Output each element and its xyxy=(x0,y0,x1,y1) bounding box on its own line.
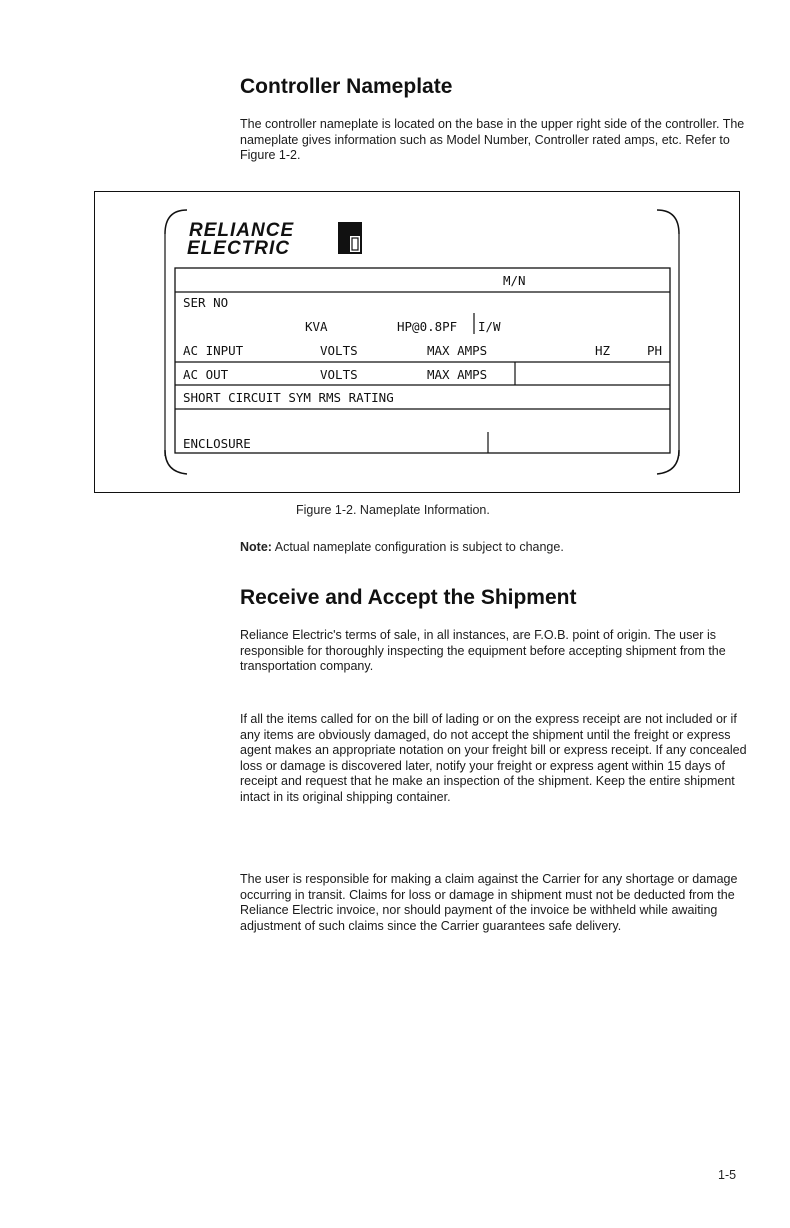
reliance-logo-icon xyxy=(338,222,362,254)
enclosure-label: ENCLOSURE xyxy=(183,436,251,451)
kva-label: KVA xyxy=(305,319,328,334)
brand-line2: ELECTRIC xyxy=(187,238,290,259)
brand-line1: RELIANCE xyxy=(189,220,295,241)
section-heading-receive-shipment: Receive and Accept the Shipment xyxy=(240,586,577,609)
volts-out-label: VOLTS xyxy=(320,367,358,382)
note xyxy=(240,540,564,554)
volts-in-label: VOLTS xyxy=(320,343,358,358)
nameplate-drawing xyxy=(95,192,741,494)
note-label: Note: xyxy=(240,540,272,554)
figure-caption: Figure 1-2. Nameplate Information. xyxy=(296,503,490,517)
note-text: Actual nameplate configuration is subject to change. xyxy=(271,540,564,554)
page-number: 1-5 xyxy=(718,1168,737,1182)
ph-label: PH xyxy=(647,343,663,358)
nameplate-figure xyxy=(94,191,740,493)
iw-label: I/W xyxy=(478,319,501,334)
max-amps-in-label: MAX AMPS xyxy=(427,343,488,358)
max-amps-out-label: MAX AMPS xyxy=(427,367,488,382)
hp-label: HP@0.8PF xyxy=(397,319,458,334)
items-paragraph: If all the items called for on the bill of lading or on the express receipt are not included or if any items are obviously damaged, do not accept the shipment until the freight or express agent makes an appropriate notation on your freight bill or express receipt. If any concealed loss or damage is discovered later, notify your freight or express agent within 15 days of receipt and request that he make an inspection of the shipment. Keep the entire shipment intact in its original shipping container. xyxy=(240,712,747,804)
terms-paragraph: Reliance Electric's terms of sale, in all instances, are F.O.B. point of origin. The user is responsible for thoroughly inspecting the equipment before accepting shipment from the transportation company. xyxy=(240,628,726,674)
serial-number-label: SER NO xyxy=(183,295,229,310)
section-heading-controller-nameplate: Controller Nameplate xyxy=(240,75,453,98)
ac-input-label: AC INPUT xyxy=(183,343,244,358)
short-circuit-label: SHORT CIRCUIT SYM RMS RATING xyxy=(183,390,394,405)
intro-paragraph: The controller nameplate is located on the base in the upper right side of the controller. The nameplate gives information such as Model Number, Controller rated amps, etc. Refer to Figure 1-2. xyxy=(240,117,745,163)
ac-out-label: AC OUT xyxy=(183,367,229,382)
claim-paragraph: The user is responsible for making a claim against the Carrier for any shortage or damage occurring in transit. Claims for loss or damage in shipment must not be deducted from the Reliance Electric invoice, nor should payment of the invoice be withheld while awaiting adjustment of such claims since the Carrier guarantees safe delivery. xyxy=(240,872,738,933)
model-number-label: M/N xyxy=(503,273,526,288)
hz-label: HZ xyxy=(595,343,611,358)
